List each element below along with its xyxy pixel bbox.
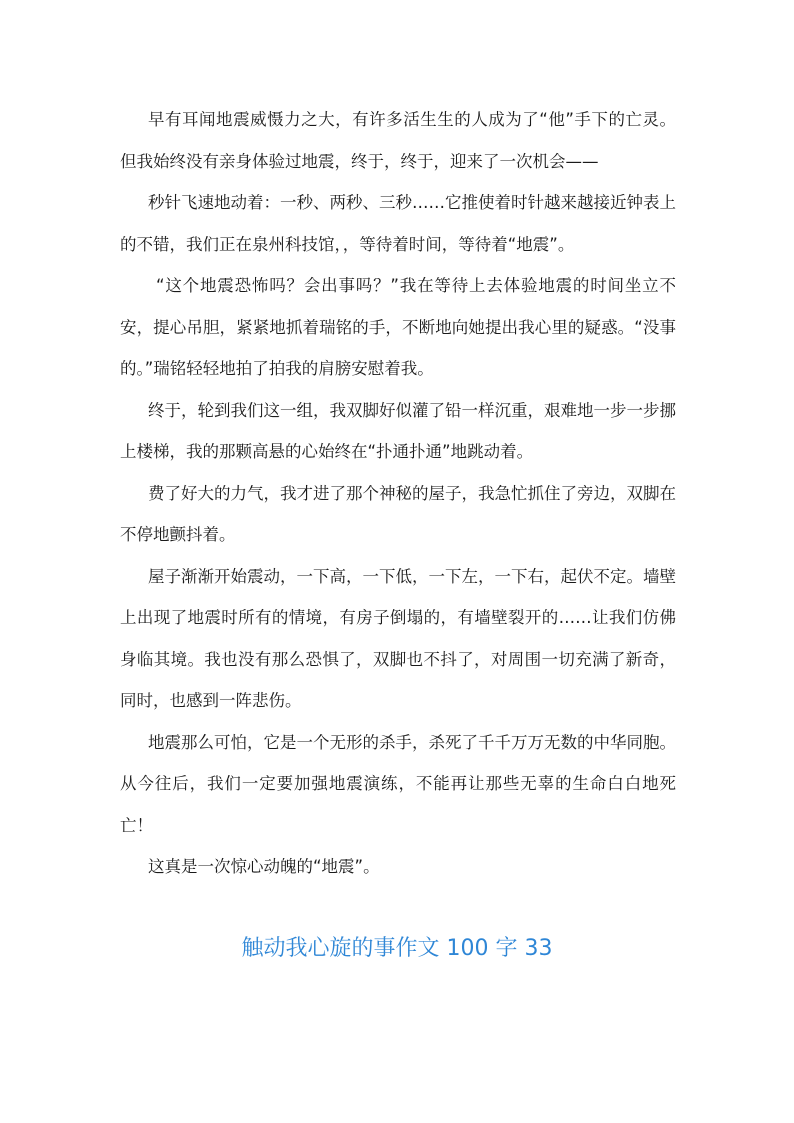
section-heading: 触动我心旋的事作文 100 字 33 <box>241 936 553 961</box>
paragraph-4: 终于，轮到我们这一组，我双脚好似灌了铅一样沉重，艰难地一步一步挪上楼梯，我的那颗高悬的心始终在“扑通扑通”地跳动着。 <box>120 400 676 461</box>
paragraph-2: 秒针飞速地动着：一秒、两秒、三秒……它推使着时针越来越接近钟表上的不错，我们正在泉州科技馆，，等待着时间，等待着“地震”。 <box>120 193 676 254</box>
paragraph-6: 屋子渐渐开始震动，一下高，一下低，一下左，一下右，起伏不定。墙壁上出现了地震时所有的情境，有房子倒塌的，有墙壁裂开的……让我们仿佛身临其境。我也没有那么恐惧了，双脚也不抖了，对周围一切充满了新奇，同时，也感到一阵悲伤。 <box>120 566 676 710</box>
paragraph-8: 这真是一次惊心动魄的“地震”。 <box>148 857 380 876</box>
essay-body <box>120 99 676 888</box>
paragraph-5: 费了好大的力气，我才进了那个神秘的屋子，我急忙抓住了旁边，双脚在不停地颤抖着。 <box>120 483 676 544</box>
paragraph-1: 早有耳闻地震威慑力之大，有许多活生生的人成为了“他”手下的亡灵。但我始终没有亲身体验过地震，终于，终于，迎来了一次机会—— <box>120 110 676 171</box>
paragraph-7: 地震那么可怕，它是一个无形的杀手，杀死了千千万万无数的中华同胞。从今往后，我们一定要加强地震演练，不能再让那些无辜的生命白白地死亡！ <box>120 732 676 835</box>
paragraph-3: “这个地震恐怖吗？会出事吗？”我在等待上去体验地震的时间坐立不安，提心吊胆，紧紧地抓着瑞铭的手，不断地向她提出我心里的疑惑。“没事的。”瑞铭轻轻地拍了拍我的肩膀安慰着我。 <box>120 276 676 378</box>
